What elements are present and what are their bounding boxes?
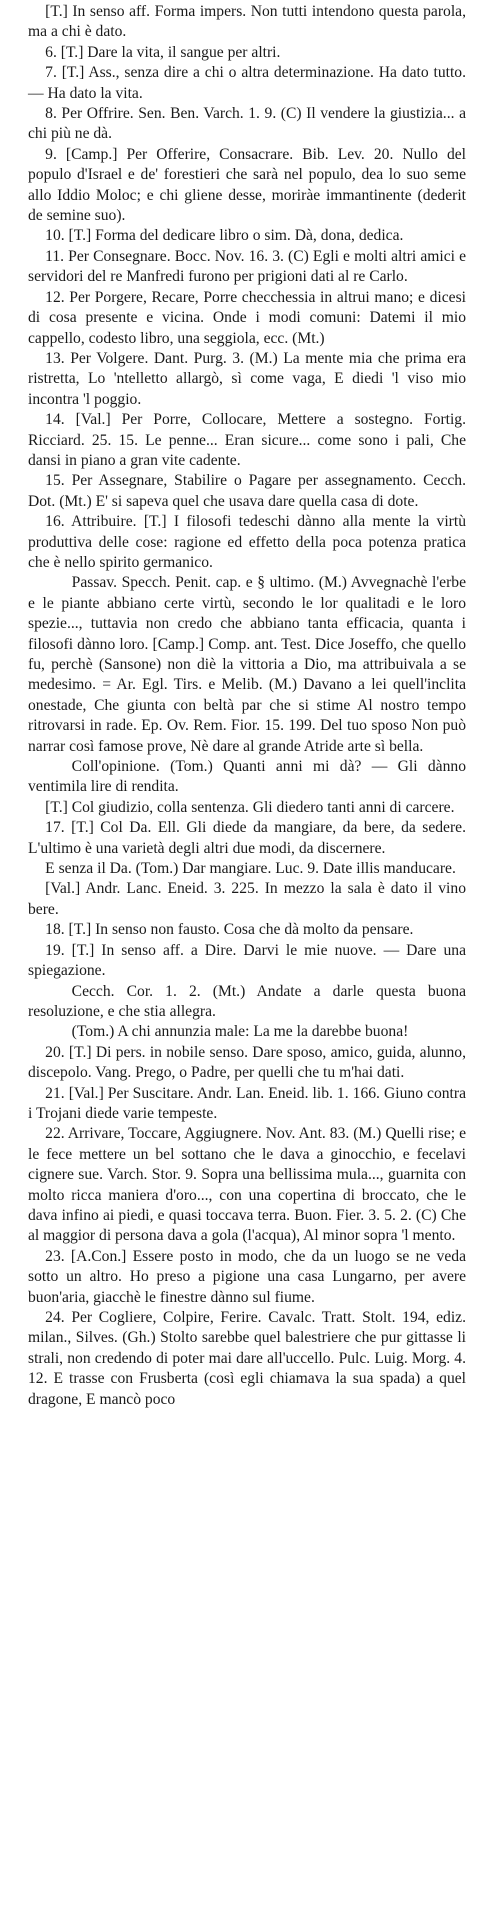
sense-paragraph: [Val.] Andr. Lanc. Eneid. 3. 225. In mezzo la sala è dato il vino bere. [28, 880, 466, 918]
sense-paragraph: 22. Arrivare, Toccare, Aggiugnere. Nov. Ant. 83. (M.) Quelli rise; e le fece mettere un bel sottano che le dava a ginocchio, e fecelavi cignere sue. Varch. Stor. 9. Sopra una bellissima mula..., guarnita con molto ricca maniera d'oro..., con una copertina di broccato, che le dava infino ai piedi, e quasi toccava terra. Buon. Fier. 3. 5. 2. (C) Che al maggior di persona dava a gola (l'acqua), Al minor sopra 'l mento. [28, 1125, 466, 1245]
sense-paragraph: 20. [T.] Di pers. in nobile senso. Dare sposo, amico, guida, alunno, discepolo. Vang. Prego, o Padre, per quelli che tu m'hai dati. [28, 1043, 466, 1082]
sense-paragraph: (Tom.) A chi annunzia male: La me la darebbe buona! [71, 1023, 409, 1041]
sense-paragraph: 23. [A.Con.] Essere posto in modo, che da un luogo se ne veda sotto un altro. Ho preso a pigione una casa Lungarno, per avere buon'aria, giacchè le finestre dànno sul fiume. [28, 1247, 466, 1306]
sense-paragraph: Cecch. Cor. 1. 2. (Mt.) Andate a darle questa buona resoluzione, e che stia allegra. [28, 982, 466, 1020]
sense-paragraph: 9. [Camp.] Per Offerire, Consacrare. Bib. Lev. 20. Nullo del populo d'Israel e de' forestieri che sarà nel populo, dea lo suo seme allo Iddio Moloc; e chi gliene desse, moriràe immantinente (dederit de semine suo). [28, 145, 466, 225]
sense-paragraph: 15. Per Assegnare, Stabilire o Pagare per assegnamento. Cecch. Dot. (Mt.) E' si sapeva quel che usava dare quella casa di dote. [28, 472, 466, 510]
sense-paragraph: [T.] Col giudizio, colla sentenza. Gli diedero tanti anni di carcere. [45, 798, 455, 816]
sense-paragraph: 14. [Val.] Per Porre, Collocare, Mettere a sostegno. Fortig. Ricciard. 25. 15. Le penne... Eran sicure... come sono i pali, Che dansi in piano a gran vite cadente. [28, 411, 466, 469]
sense-paragraph: Coll'opinione. (Tom.) Quanti anni mi dà? — Gli dànno ventimila lire di rendita. [28, 758, 466, 796]
sense-paragraph: Passav. Specch. Penit. cap. e § ultimo. (M.) Avvegnachè l'erbe e le piante abbiano certe virtù, secondo le lor qualitadi e le loro spezie..., tuttavia non credo che abbiano tanta efficacia, quanta i filosofi dànno loro. [Camp.] Comp. ant. Test. Dice Joseffo, che quello fu, perchè (Sansone) non diè la vittoria a Dio, ma attribuivala a se medesimo. = Ar. Egl. Tirs. e Melib. (M.) Davano a lei quell'inclita onestade, Che giunta con beltà par che si stime Al nostro tempo ritrovarsi in rade. Ep. Ov. Rem. Fior. 15. 199. Del tuo sposo Non può narrar così famose prove, Nè dare al grande Atride arte sì bella. [28, 574, 466, 755]
sense-paragraph: 8. Per Offrire. Sen. Ben. Varch. 1. 9. (C) Il vendere la giustizia... a chi più ne dà. [28, 105, 466, 143]
sense-paragraph: 24. Per Cogliere, Colpire, Ferire. Cavalc. Tratt. Stolt. 194, ediz. milan., Silves. (Gh.) Stolto sarebbe quel balestriere che pur gittasse li strali, non credendo di poter mai dare all'uccello. Pulc. Luig. Morg. 4. 12. E trasse con Frusberta (così egli chiamava la sua spada) a quel dragone, E mancò poco [28, 1309, 466, 1408]
sense-paragraph: 10. [T.] Forma del dedicare libro o sim. Dà, dona, dedica. [45, 227, 404, 245]
sense-paragraph: 12. Per Porgere, Recare, Porre checchessia in altrui mano; e dicesi di cosa presente e vicina. Onde i modi comuni: Datemi il mio cappello, codesto libro, una seggiola, ecc. (Mt.) [28, 288, 466, 347]
entry-column [28, 2, 466, 1410]
sense-paragraph: 6. [T.] Dare la vita, il sangue per altri. [45, 43, 281, 61]
sense-paragraph: [T.] In senso aff. Forma impers. Non tutti intendono questa parola, ma a chi è dato. [28, 3, 466, 41]
sense-paragraph: 18. [T.] In senso non fausto. Cosa che dà molto da pensare. [45, 921, 414, 939]
sense-paragraph: 19. [T.] In senso aff. a Dire. Darvi le mie nuove. — Dare una spiegazione. [28, 941, 466, 980]
sense-paragraph: 17. [T.] Col Da. Ell. Gli diede da mangiare, da bere, da sedere. L'ultimo è una varietà degli altri due modi, da discernere. [28, 819, 466, 857]
sense-paragraph: 11. Per Consegnare. Bocc. Nov. 16. 3. (C) Egli e molti altri amici e servidori del re Manfredi furono per prigioni dati al re Carlo. [28, 247, 466, 286]
sense-paragraph: 21. [Val.] Per Suscitare. Andr. Lan. Eneid. lib. 1. 166. Giuno contra i Trojani diede varie tempeste. [28, 1084, 466, 1122]
sense-paragraph: 16. Attribuire. [T.] I filosofi tedeschi dànno alla mente la virtù produttiva delle cose: ragione ed effetto della poca potenza pratica che è nello spirito germanico. [28, 513, 466, 571]
sense-paragraph: 13. Per Volgere. Dant. Purg. 3. (M.) La mente mia che prima era ristretta, Lo 'ntelletto allargò, sì come vaga, E diedi 'l viso mio incontra 'l poggio. [28, 349, 466, 408]
sense-paragraph: E senza il Da. (Tom.) Dar mangiare. Luc. 9. Date illis manducare. [45, 860, 456, 878]
sense-paragraph: 7. [T.] Ass., senza dire a chi o altra determinazione. Ha dato tutto. — Ha dato la vita. [28, 64, 466, 102]
